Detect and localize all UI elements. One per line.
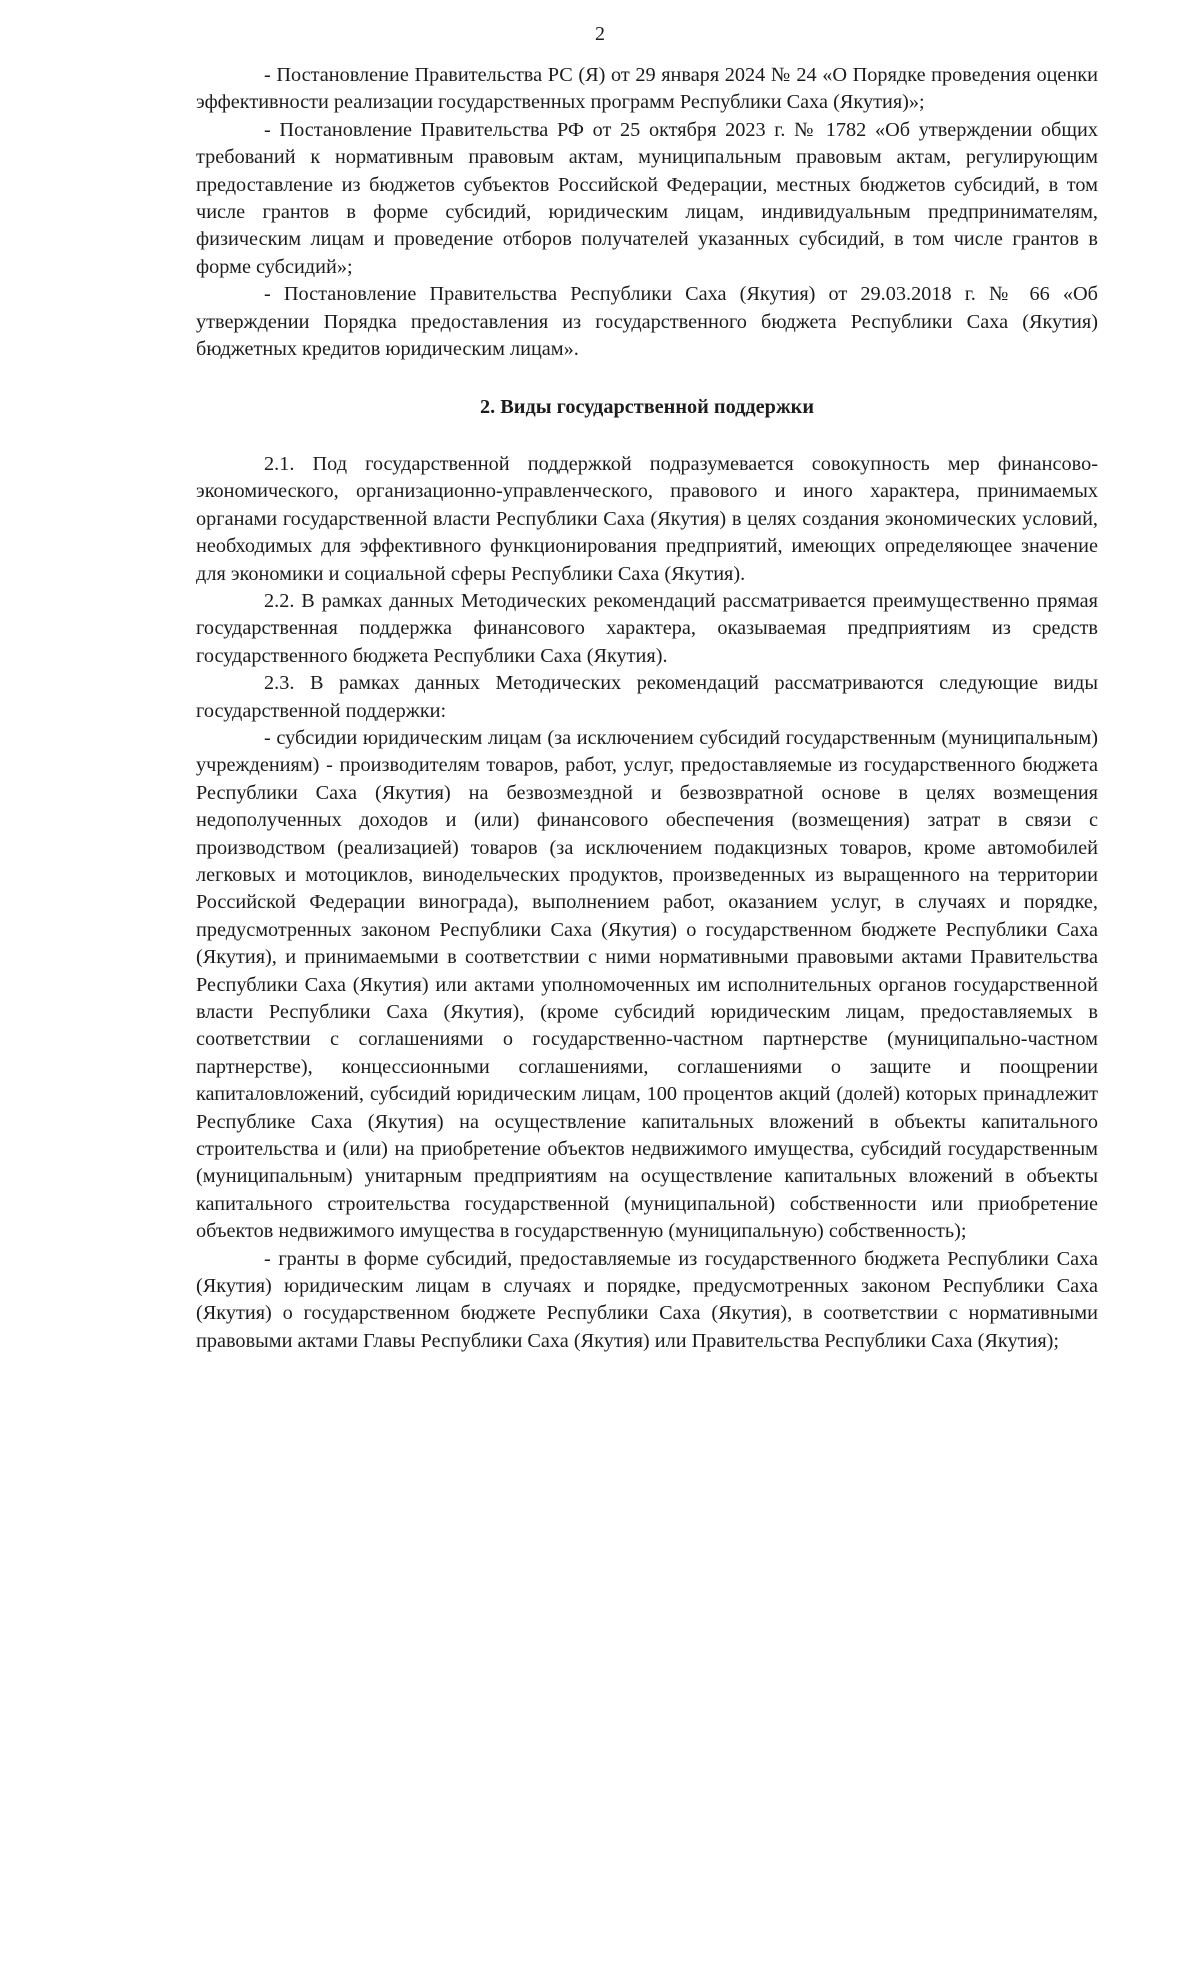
page-number: 2 — [595, 23, 605, 45]
section-heading: 2. Виды государственной поддержки — [479, 396, 815, 419]
paragraph-decree-1782: - Постановление Правительства РФ от 25 октября 2023 г. № 1782 «Об утверждении общих требований к нормативным правовым актам, муниципальным правовым актам, регулирующим предоставление из бюджетов субъектов Российской Федерации, местных бюджетов субсидий, в том числе грантов в форме субсидий, юридическим лицам, индивидуальным предпринимателям, физическим лицам и проведение отборов получателей указанных субсидий, в том числе грантов в форме субсидий»; — [196, 118, 1098, 278]
paragraph-grants: - гранты в форме субсидий, предоставляемые из государственного бюджета Республики Саха (Якутия) юридическим лицам в случаях и порядке, предусмотренных законом Республики Саха (Якутия) о государственном бюджете Республики Саха (Якутия), в соответствии с нормативными правовыми актами Главы Республики Саха (Якутия) или Правительства Республики Саха (Якутия); — [196, 1247, 1098, 1352]
document-body — [196, 62, 1098, 1355]
paragraph-2-2: 2.2. В рамках данных Методических рекомендаций рассматривается преимущественно прямая государственная поддержка финансового характера, оказываемая предприятиям из средств государственного бюджета Республики Саха (Якутия). — [196, 589, 1098, 667]
paragraph-2-1: 2.1. Под государственной поддержкой подразумевается совокупность мер финансово-экономического, организационно-управленческого, правового и иного характера, принимаемых органами государственной власти Республики Саха (Якутия) в целях создания экономических условий, необходимых для эффективного функционирования предприятий, имеющих определяющее значение для экономики и социальной сферы Республики Саха (Якутия). — [196, 452, 1098, 585]
paragraph-2-3: 2.3. В рамках данных Методических рекомендаций рассматриваются следующие виды государственной поддержки: — [196, 672, 1098, 722]
paragraph-decree-66: - Постановление Правительства Республики Саха (Якутия) от 29.03.2018 г. № 66 «Об утверждении Порядка предоставления из государственного бюджета Республики Саха (Якутия) бюджетных кредитов юридическим лицам». — [196, 283, 1098, 361]
paragraph-decree-24: - Постановление Правительства РС (Я) от 29 января 2024 № 24 «О Порядке проведения оценки эффективности реализации государственных программ Республики Саха (Якутия)»; — [196, 64, 1098, 114]
paragraph-subsidies: - субсидии юридическим лицам (за исключением субсидий государственным (муниципальным) учреждениям) - производителям товаров, работ, услуг, предоставляемые из государственного бюджета Республики Саха (Якутия) на безвозмездной и безвозвратной основе в целях возмещения недополученных доходов и (или) финансового обеспечения (возмещения) затрат в связи с производством (реализацией) товаров (за исключением подакцизных товаров, кроме автомобилей легковых и мотоциклов, винодельческих продуктов, произведенных из выращенного на территории Российской Федерации винограда), выполнением работ, оказанием услуг, в случаях и порядке, предусмотренных законом Республики Саха (Якутия) о государственном бюджете Республики Саха (Якутия), и принимаемыми в соответствии с ними нормативными правовыми актами Правительства Республики Саха (Якутия) или актами уполномоченных им исполнительных органов государственной власти Республики Саха (Якутия), (кроме субсидий юридическим лицам, предоставляемых в соответствии с соглашениями о государственно-частном партнерстве (муниципально-частном партнерстве), концессионными соглашениями, соглашениями о защите и поощрении капиталовложений, субсидий юридическим лицам, 100 процентов акций (долей) которых принадлежит Республике Саха (Якутия) на осуществление капитальных вложений в объекты капитального строительства и (или) на приобретение объектов недвижимого имущества, субсидий государственным (муниципальным) унитарным предприятиям на осуществление капитальных вложений в объекты капитального строительства государственной (муниципальной) собственности или приобретение объектов недвижимого имущества в государственную (муниципальную) собственность); — [196, 726, 1098, 1243]
